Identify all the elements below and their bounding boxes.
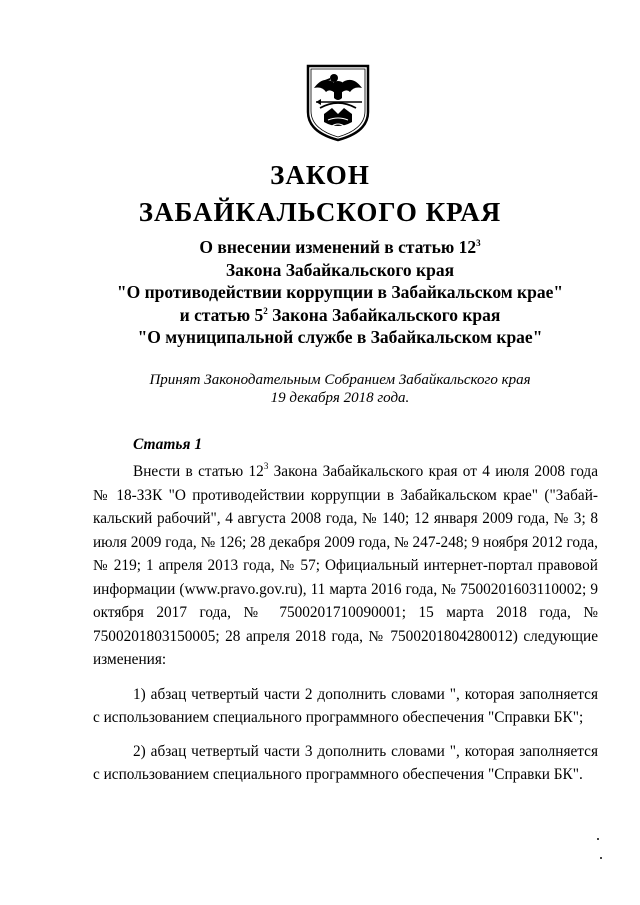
article-body [93,460,598,787]
amendment-item-2: 2) абзац четвертый части 3 дополнить словами ", которая заполняется с использованием специального программного обеспечения "Справки БК". [93,742,598,783]
subtitle-line-4: и статью $5^2$ Закона Забайкальского края [179,304,501,325]
adoption-note [0,371,640,407]
subtitle-line-5: "О муниципальной службе в Забайкальском крае" [137,327,543,347]
adoption-date: 19 декабря 2018 года. [270,390,410,406]
document-title: ЗАКОН [270,160,370,190]
scan-speck [597,838,599,840]
law-subject [0,236,640,349]
article-intro-paragraph: Внести в статью $12^3$ Закона Забайкальского края от 4 июля 2008 года № 18-ЗЗК "О противодействии коррупции в Забайкальском крае" ("Забай-кальский рабочий", 4 августа 2008 года, № 140; 12 января 2009 года, № 3; 8 июля 2009 года, № 126; 28 декабря 2009 года, № 247-248; 9 ноября 2012 года, № 219; 1 апреля 2013 года, № 57; Официальный интернет-портал правовой информации (www.pravo.gov.ru), 11 марта 2016 года, № 7500201603110002; 9 октября 2017 года, № 7500201710090001; 15 марта 2018 года, № 7500201803150005; 28 апреля 2018 года, № 7500201804280012) следующие изменения: [93,461,598,668]
subtitle-line-3: "О противодействии коррупции в Забайкальском крае" [116,282,564,302]
amendment-item-1: 1) абзац четвертый части 2 дополнить словами ", которая заполняется с использованием специального программного обеспечения "Справки БК"; [93,685,598,726]
subtitle-line-1: О внесении изменений в статью $12^3$ [199,237,481,257]
scan-speck [600,857,602,859]
subtitle-line-2: Закона Забайкальского края [225,259,455,280]
adoption-line-1: Принят Законодательным Собранием Забайкальского края [149,372,531,388]
document-title-region: ЗАБАЙКАЛЬСКОГО КРАЯ [138,197,502,227]
article-heading: Статья 1 [133,436,203,453]
coat-of-arms-emblem [306,64,370,142]
